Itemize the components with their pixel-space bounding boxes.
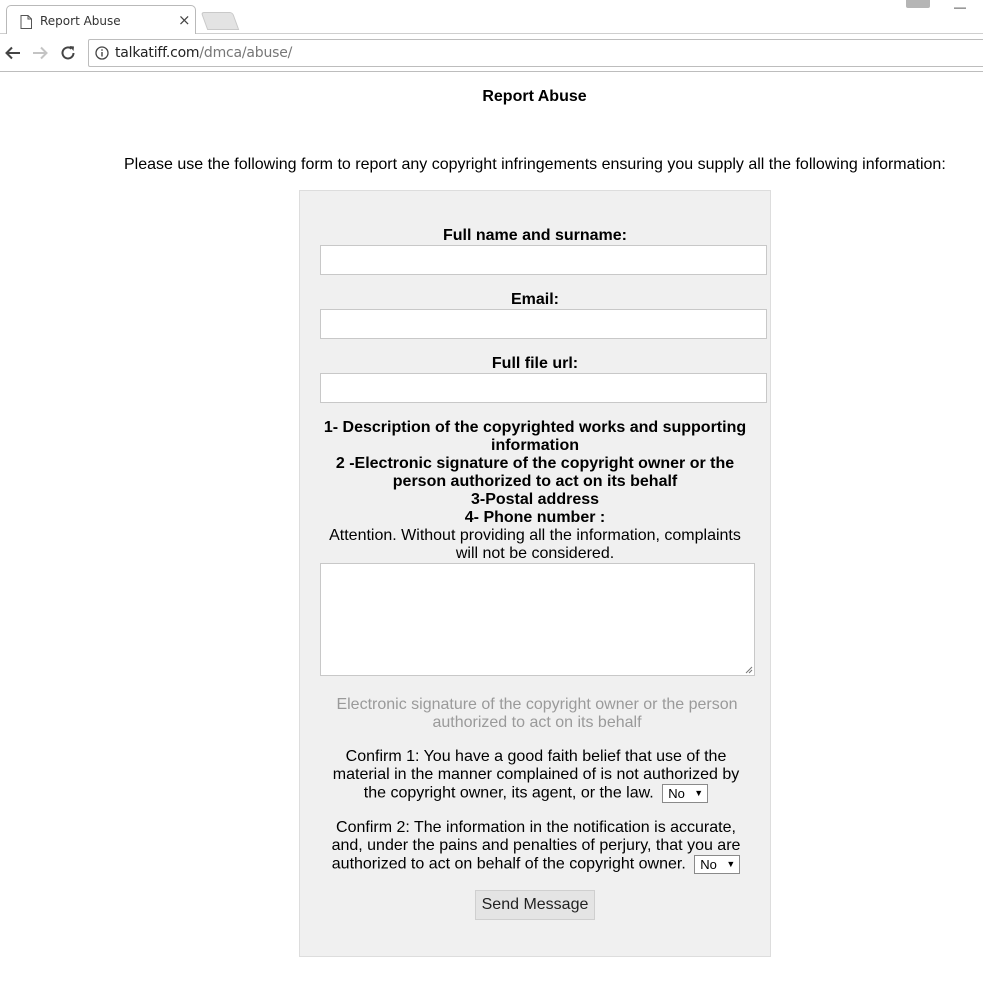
confirm-1 [326, 748, 746, 803]
confirm-2-text: Confirm 2: The information in the notification is accurate, and, under the pains and penalties of perjury, that you are authorized to act on behalf of the copyright owner. [331, 819, 741, 873]
name-input[interactable] [320, 245, 767, 275]
document-icon [20, 15, 32, 29]
profile-icon[interactable] [906, 0, 930, 8]
file-url-label: Full file url: [491, 355, 579, 372]
confirm-2-value: No [700, 857, 717, 872]
confirm-1-value: No [668, 786, 685, 801]
intro-text: Please use the following form to report any copyright infringements ensuring you supply all the following information: [124, 156, 946, 173]
browser-toolbar [0, 34, 983, 72]
reload-icon[interactable] [59, 44, 77, 62]
name-label: Full name and surname: [442, 227, 628, 244]
tab-strip [0, 0, 983, 34]
confirm-1-text: Confirm 1: You have a good faith belief that use of the material in the manner complained of is not authorized by the copyright owner, its agent, or the law. [332, 748, 740, 802]
file-url-input[interactable] [320, 373, 767, 403]
requirement-postal-address: 3-Postal address [470, 491, 600, 508]
back-arrow-icon[interactable] [4, 44, 22, 62]
url-path: /dmca/abuse/ [199, 45, 293, 61]
details-textarea[interactable] [320, 563, 755, 676]
info-icon[interactable] [95, 46, 109, 60]
forward-arrow-icon[interactable] [31, 44, 49, 62]
tab-close-icon[interactable]: × [178, 11, 191, 29]
minimize-button[interactable]: — [954, 0, 966, 14]
email-input[interactable] [320, 309, 767, 339]
address-bar[interactable] [88, 39, 983, 67]
attention-note: Attention. Without providing all the information, complaints will not be considered. [329, 527, 741, 562]
dropdown-arrow-icon: ▼ [694, 788, 704, 798]
requirement-phone-number: 4- Phone number : [464, 509, 606, 526]
confirm-2-select[interactable] [694, 855, 740, 874]
url-host: talkatiff.com [115, 45, 200, 61]
requirement-description: 1- Description of the copyrighted works and supporting information [323, 419, 747, 454]
report-form [299, 190, 771, 957]
confirm-1-select[interactable] [662, 784, 708, 803]
resize-handle-icon[interactable] [745, 666, 753, 674]
requirement-signature: 2 -Electronic signature of the copyright owner or the person authorized to act on its behalf [335, 455, 735, 490]
send-message-button[interactable]: Send Message [475, 890, 595, 920]
new-tab-button[interactable] [201, 12, 240, 30]
requirements-text [318, 419, 752, 563]
email-label: Email: [510, 291, 559, 308]
dropdown-arrow-icon: ▼ [726, 859, 736, 869]
signature-input[interactable]: Electronic signature of the copyright owner or the person authorized to act on its behalf [336, 696, 738, 731]
page-title: Report Abuse [482, 88, 587, 105]
tab-title: Report Abuse [40, 14, 121, 28]
browser-tab[interactable] [6, 5, 196, 35]
confirm-2 [326, 819, 746, 874]
url-text [115, 45, 292, 61]
